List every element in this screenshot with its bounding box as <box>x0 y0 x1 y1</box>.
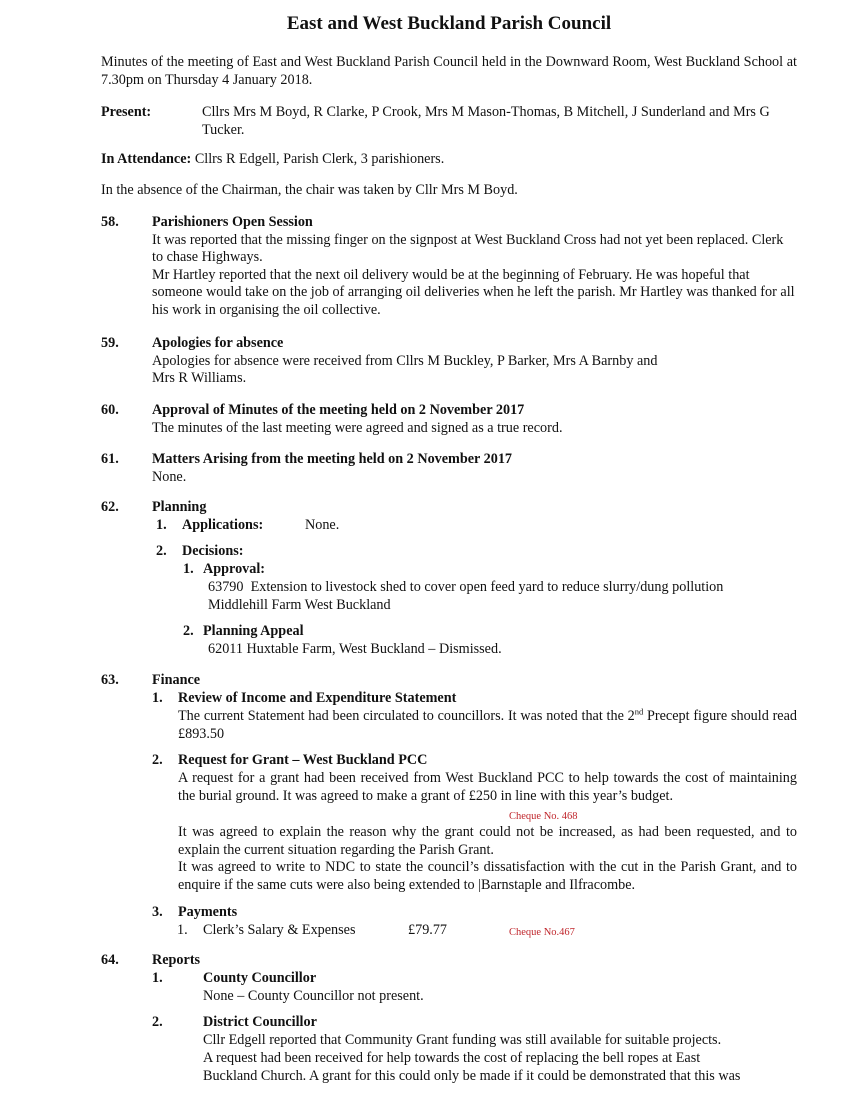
subitem-number: 1. <box>156 517 167 533</box>
item-number: 64. <box>101 952 119 968</box>
decisions-label: Decisions: <box>182 543 244 559</box>
subitem-number: 2. <box>152 752 163 768</box>
subitem-number: 3. <box>152 904 163 920</box>
ordinal-suffix: nd <box>634 706 644 717</box>
item-text-line: Mrs R Williams. <box>152 370 247 386</box>
district-line: A request had been received for help towards the cost of replacing the bell ropes at East <box>203 1050 701 1066</box>
item-number: 58. <box>101 214 119 230</box>
present-text: Cllrs Mrs M Boyd, R Clarke, P Crook, Mrs M Mason-Thomas, B Mitchell, J Sunderland and Mrs G Tucker. <box>202 104 770 138</box>
item-number: 60. <box>101 402 119 418</box>
applications-value: None. <box>305 517 340 533</box>
item-heading: Matters Arising from the meeting held on 2 November 2017 <box>152 451 513 467</box>
subitem-number: 2. <box>156 543 167 559</box>
item-body <box>152 451 797 486</box>
cheque-annotation: Cheque No.467 <box>509 927 575 938</box>
district-line: Cllr Edgell reported that Community Grant funding was still available for suitable projects. <box>203 1032 722 1048</box>
attendance-text: Cllrs R Edgell, Parish Clerk, 3 parishioners. <box>194 151 445 167</box>
payments-label: Payments <box>178 904 238 920</box>
review-text-part: Precept figure should read £893.50 <box>178 708 797 742</box>
item-paragraph: It was reported that the missing finger on the signpost at West Buckland Cross had not yet been replaced. Clerk to chase Highways. <box>152 231 784 265</box>
payment-amount: £79.77 <box>408 922 448 938</box>
item-text-line: Apologies for absence were received from Cllrs M Buckley, P Barker, Mrs A Barnby and <box>152 352 658 369</box>
subitem-number: 2. <box>183 623 194 639</box>
grant-paragraph: It was agreed to write to NDC to state the council’s dissatisfaction with the cut in the Parish Grant, and to enquire if the same cuts were also being extended to |Barnstaple and Ilfracombe. <box>178 859 797 893</box>
county-text: None – County Councillor not present. <box>203 988 424 1004</box>
subitem-number: 2. <box>152 1014 163 1030</box>
subitem-number: 1. <box>183 561 194 577</box>
grant-paragraph: A request for a grant had been received from West Buckland PCC to help towards the cost of maintaining the burial ground. It was agreed to make a grant of £250 in line with this year’s budget. <box>178 770 797 804</box>
item-paragraph: Mr Hartley reported that the next oil delivery would be at the beginning of February. He was hopeful that someone would take on the job of arranging oil deliveries when he left the parish. Mr Hartley was thanked for all his work in organising the oil collective. <box>152 266 795 318</box>
item-number: 59. <box>101 335 119 351</box>
item-text: The minutes of the last meeting were agreed and signed as a true record. <box>152 419 563 436</box>
item-heading: Finance <box>152 672 201 688</box>
item-heading: Approval of Minutes of the meeting held on 2 November 2017 <box>152 402 525 418</box>
payment-label: Clerk’s Salary & Expenses <box>203 922 356 938</box>
intro-paragraph: Minutes of the meeting of East and West Buckland Parish Council held in the Downward Room, West Buckland School at 7.30pm on Thursday 4 January 2018. <box>101 54 797 88</box>
approval-line: 63790 Extension to livestock shed to cover open feed yard to reduce slurry/dung pollution <box>208 579 724 595</box>
item-text: None. <box>152 468 187 485</box>
item-heading: Reports <box>152 952 201 968</box>
subitem-number: 1. <box>152 970 163 986</box>
grant-paragraph: It was agreed to explain the reason why the grant could not be increased, as had been requested, and to explain the current situation regarding the Parish Grant. <box>178 824 797 858</box>
grant-label: Request for Grant – West Buckland PCC <box>178 752 428 768</box>
payment-number: 1. <box>177 922 188 938</box>
item-number: 62. <box>101 499 119 515</box>
district-label: District Councillor <box>203 1014 317 1030</box>
cheque-annotation: Cheque No. 468 <box>509 811 578 822</box>
subitem-number: 1. <box>152 690 163 706</box>
item-body <box>152 402 797 437</box>
item-number: 63. <box>101 672 119 688</box>
item-heading: Planning <box>152 499 207 515</box>
appeal-text: 62011 Huxtable Farm, West Buckland – Dismissed. <box>208 641 502 657</box>
document-title: East and West Buckland Parish Council <box>286 13 612 34</box>
item-heading: Parishioners Open Session <box>152 214 313 230</box>
present-label: Present: <box>101 104 152 120</box>
item-body <box>152 214 797 319</box>
review-text-part: The current Statement had been circulated to councillors. It was noted that the 2 <box>178 708 635 724</box>
district-line: Buckland Church. A grant for this could only be made if it could be demonstrated that this was <box>203 1068 741 1084</box>
attendance-line <box>101 151 444 169</box>
item-body <box>152 335 797 388</box>
chair-statement: In the absence of the Chairman, the chair was taken by Cllr Mrs M Boyd. <box>101 182 518 198</box>
review-text <box>178 708 797 743</box>
county-label: County Councillor <box>203 970 317 986</box>
approval-label: Approval: <box>203 561 266 577</box>
item-heading: Apologies for absence <box>152 335 284 351</box>
review-label: Review of Income and Expenditure Statement <box>178 690 457 706</box>
appeal-label: Planning Appeal <box>203 623 304 639</box>
approval-line: Middlehill Farm West Buckland <box>208 597 391 613</box>
attendance-label: In Attendance: <box>101 151 192 167</box>
applications-label: Applications: <box>182 517 264 533</box>
item-number: 61. <box>101 451 119 467</box>
